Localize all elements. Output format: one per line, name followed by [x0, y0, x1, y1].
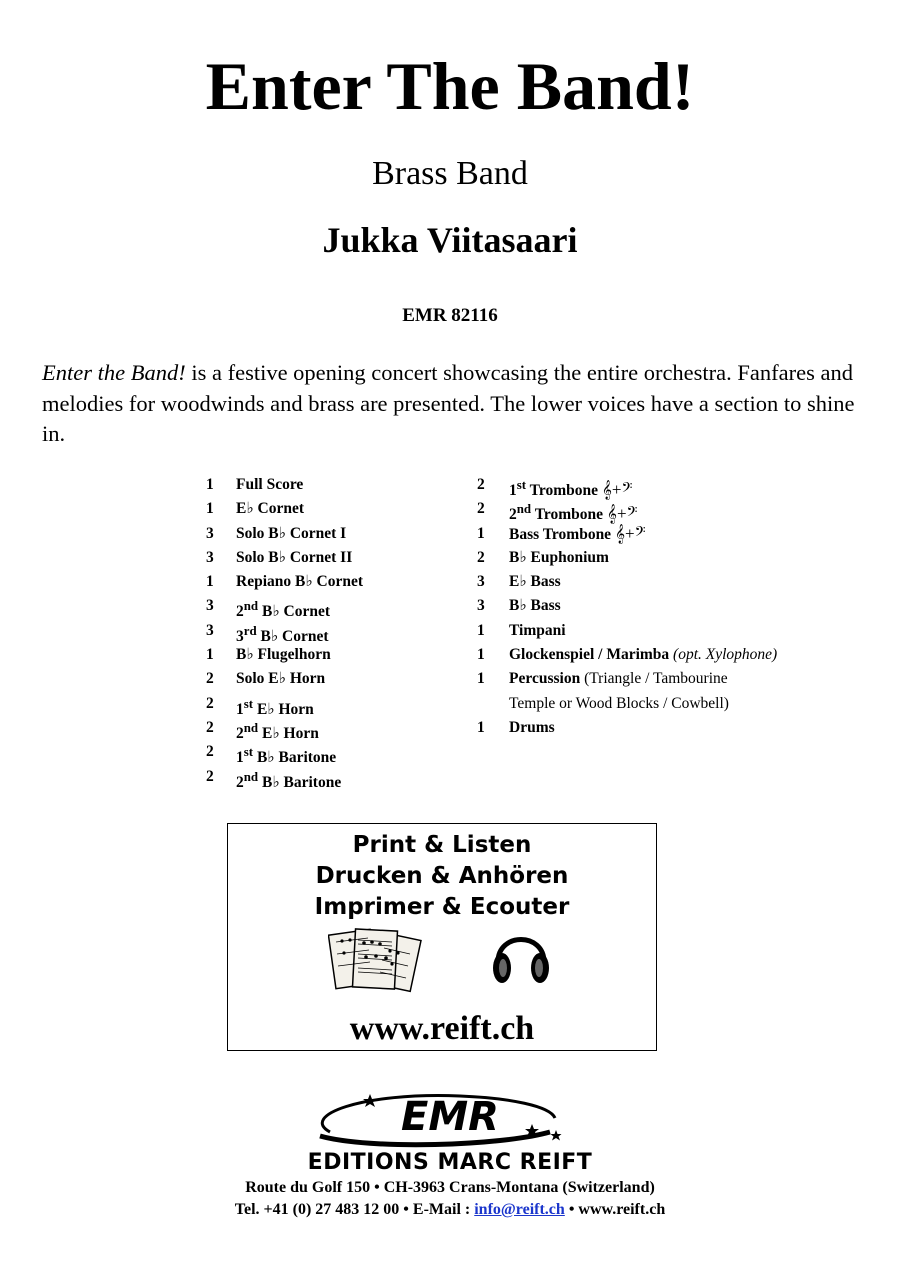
part-row — [477, 570, 877, 594]
part-row — [477, 643, 877, 667]
part-qty: 3 — [477, 573, 485, 591]
part-qty: 1 — [206, 646, 214, 664]
part-row-continuation — [477, 692, 877, 716]
part-name: 1st E♭ Horn — [236, 695, 314, 718]
part-qty: 1 — [477, 718, 485, 736]
emr-logo — [300, 1088, 600, 1150]
part-name: 1st B♭ Baritone — [236, 744, 337, 767]
part-detail-continued: Temple or Wood Blocks / Cowbell) — [509, 694, 729, 712]
part-detail: (Triangle / Tambourine — [584, 670, 728, 688]
part-name: Solo B♭ Cornet I — [236, 524, 347, 542]
part-row — [477, 546, 877, 570]
logo-text: EMR — [401, 1094, 499, 1140]
subtitle: Brass Band — [372, 155, 528, 192]
part-row — [206, 594, 476, 621]
part-qty: 3 — [206, 524, 214, 542]
print-listen-box — [227, 823, 657, 1051]
part-name: 2nd Trombone 𝄞+𝄢 — [509, 501, 638, 524]
part-name: Bass Trombone 𝄞+𝄢 — [509, 523, 646, 543]
part-row — [206, 667, 476, 691]
part-row — [206, 643, 476, 667]
publisher-phone: Tel. +41 (0) 27 483 12 00 • E-Mail : — [234, 1201, 475, 1218]
part-name: B♭ Euphonium — [509, 548, 609, 566]
headphones-icon — [490, 922, 552, 988]
promo-line-de: Drucken & Anhören — [315, 863, 569, 889]
part-name: 1st Trombone 𝄞+𝄢 — [509, 477, 633, 500]
part-name: Timpani — [509, 621, 566, 639]
publisher-address: Route du Golf 150 • CH-3963 Crans-Montana (Switzerland) — [245, 1179, 655, 1196]
part-name: 3rd B♭ Cornet — [236, 622, 329, 645]
part-qty: 1 — [477, 524, 485, 542]
part-row — [206, 740, 476, 767]
part-row — [477, 716, 877, 740]
part-name: B♭ Bass — [509, 597, 561, 615]
part-qty: 3 — [206, 548, 214, 566]
part-name: Solo B♭ Cornet II — [236, 548, 353, 566]
part-row — [477, 594, 877, 618]
part-qty: 1 — [206, 573, 214, 591]
part-name: Solo E♭ Horn — [236, 670, 326, 688]
part-qty: 2 — [206, 694, 214, 712]
part-qty: 2 — [477, 548, 485, 566]
publisher-name: EDITIONS MARC REIFT — [307, 1150, 593, 1175]
publisher-website: • www.reift.ch — [564, 1201, 666, 1218]
part-row — [477, 473, 877, 500]
part-row — [477, 667, 877, 691]
promo-website-link[interactable]: www.reift.ch — [349, 1010, 535, 1047]
part-row — [206, 473, 476, 497]
part-row — [206, 692, 476, 716]
part-qty: 1 — [206, 476, 214, 493]
parts-list-left — [206, 473, 476, 789]
composer-name: Jukka Viitasaari — [322, 220, 578, 260]
description-title: Enter the Band! — [42, 360, 186, 385]
part-name: Glockenspiel / Marimba (opt. Xylophone) — [509, 646, 778, 664]
treble-bass-clef-icon: 𝄞+𝄢 — [606, 504, 638, 524]
part-name: 2nd E♭ Horn — [236, 719, 319, 743]
description-text: is a festive opening concert showcasing the entire orchestra. Fanfares and melodies for woodwinds and brass are presented. The lower voices have a section to shine in. — [42, 360, 855, 446]
part-qty: 2 — [477, 476, 485, 493]
part-name: E♭ Cornet — [236, 500, 305, 518]
part-qty: 1 — [206, 500, 214, 518]
part-row — [206, 716, 476, 743]
publisher-contact — [0, 1202, 900, 1218]
part-row — [206, 765, 476, 789]
part-qty: 1 — [477, 646, 485, 664]
part-name: Full Score — [236, 476, 304, 493]
part-row — [206, 497, 476, 521]
part-qty: 2 — [206, 767, 214, 785]
part-row — [477, 522, 877, 546]
treble-bass-clef-icon: 𝄞+𝄢 — [614, 523, 646, 543]
part-name: 2nd B♭ Cornet — [236, 598, 330, 621]
sheet-music-icon — [328, 926, 424, 996]
catalog-number: EMR 82116 — [402, 305, 498, 326]
part-name: 2nd B♭ Baritone — [236, 768, 342, 791]
promo-line-fr: Imprimer & Ecouter — [314, 894, 570, 920]
part-name: E♭ Bass — [509, 573, 561, 591]
parts-list-right — [477, 473, 877, 740]
description — [42, 358, 862, 450]
part-qty: 1 — [477, 670, 485, 688]
part-row — [206, 570, 476, 594]
part-qty: 2 — [206, 670, 214, 688]
part-row — [206, 619, 476, 643]
part-qty: 3 — [206, 621, 214, 639]
email-link[interactable]: info@reift.ch — [474, 1201, 565, 1218]
page-title: Enter The Band! — [205, 48, 695, 124]
part-note: (opt. Xylophone) — [673, 646, 778, 664]
part-name: B♭ Flugelhorn — [236, 646, 331, 664]
part-name: Repiano B♭ Cornet — [236, 573, 364, 591]
promo-line-en: Print & Listen — [352, 832, 532, 858]
part-qty: 2 — [206, 743, 214, 761]
part-name: Percussion (Triangle / Tambourine — [509, 670, 728, 688]
part-qty: 2 — [206, 718, 214, 736]
part-qty: 3 — [206, 597, 214, 615]
treble-bass-clef-icon: 𝄞+𝄢 — [601, 480, 633, 500]
part-name: Drums — [509, 718, 555, 736]
part-row — [206, 546, 476, 570]
part-row — [477, 619, 877, 643]
part-row — [477, 497, 877, 524]
part-row — [206, 522, 476, 546]
part-qty: 1 — [477, 621, 485, 639]
part-qty: 2 — [477, 500, 485, 518]
part-qty: 3 — [477, 597, 485, 615]
